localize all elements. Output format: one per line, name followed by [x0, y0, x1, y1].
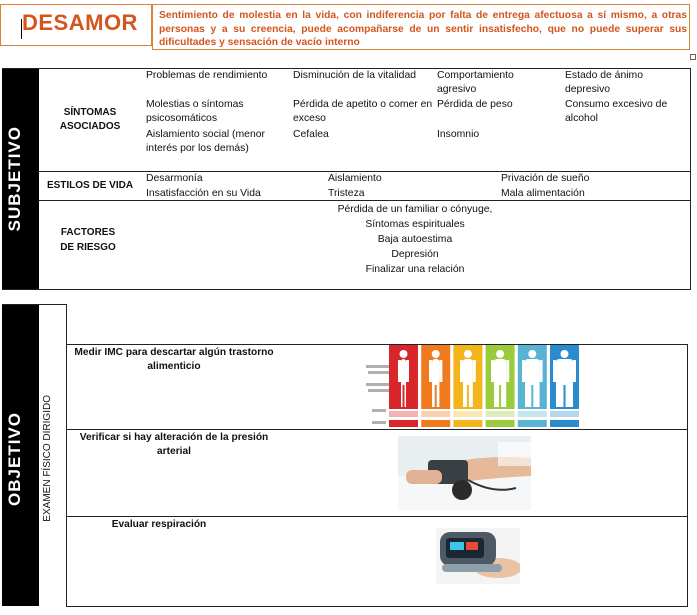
exam-border-right — [687, 344, 688, 606]
bmi-column — [421, 345, 450, 427]
table-border-right — [690, 68, 691, 290]
symptom-item: Insomnio — [437, 129, 480, 140]
bmi-figures — [389, 345, 584, 429]
symptom-item: Molestias o síntomas psicosomáticos — [146, 99, 244, 124]
bmi-column — [518, 345, 547, 427]
bmi-column — [486, 345, 515, 427]
lifestyle-item: Aislamiento — [328, 173, 382, 184]
risk-factor-item: Pérdida de un familiar o cónyuge, — [337, 204, 493, 215]
exam-presion-label: Verificar si hay alteración de la presión arterial — [79, 432, 269, 457]
sintomas-label: SÍNTOMAS ASOCIADOS — [59, 107, 121, 132]
lifestyle-item: Desarmonía — [146, 173, 203, 184]
risk-factor-item: Finalizar una relación — [365, 264, 465, 275]
blood-pressure-photo — [398, 436, 531, 510]
subjetivo-label: SUBJETIVO — [5, 126, 24, 232]
bmi-column — [389, 345, 418, 427]
examen-fisico-label: EXAMEN FÍSICO DIRIGIDO — [42, 395, 53, 522]
definition-text: Sentimiento de molestia en la vida, con indiferencia por falta de entrega afectuosa a sí mismo, a otras personas y a su creencia, puede acompañarse de un sentir insatisfecho, que no puede superar sus dificultades y sensación de vacío interno — [159, 10, 687, 48]
symptom-item: Cefalea — [293, 129, 329, 140]
symptom-item: Problemas de rendimiento — [146, 70, 268, 81]
exam-respiracion-label: Evaluar respiración — [111, 519, 207, 530]
lifestyle-item: Privación de sueño — [501, 173, 590, 184]
objetivo-label: OBJETIVO — [5, 412, 24, 506]
bmi-column — [453, 345, 482, 427]
estilos-label: ESTILOS DE VIDA — [46, 180, 134, 191]
row-divider-2 — [39, 200, 691, 201]
factores-label: FACTORES DE RIESGO — [60, 227, 116, 253]
table-resize-handle[interactable] — [690, 54, 696, 60]
exam-imc-label: Medir IMC para descartar algún trastorno alimenticio — [74, 347, 274, 372]
objetivo-top-border — [2, 304, 66, 305]
symptom-item: Pérdida de peso — [437, 99, 513, 110]
risk-factor-item: Depresión — [391, 249, 439, 260]
lifestyle-item: Mala alimentación — [501, 188, 585, 199]
symptom-item: Pérdida de apetito o comer en exceso — [293, 99, 433, 124]
symptom-item: Aislamiento social (menor interés por los demás) — [146, 129, 265, 154]
symptom-item: Consumo excesivo de alcohol — [565, 99, 668, 124]
risk-factor-item: Síntomas espirituales — [365, 219, 465, 230]
lifestyle-item: Insatisfacción en su Vida — [146, 188, 261, 199]
symptom-item: Estado de ánimo depresivo — [565, 70, 643, 95]
lifestyle-item: Tristeza — [328, 188, 365, 199]
pulse-oximeter-photo — [436, 528, 520, 584]
symptom-item: Comportamiento agresivo — [437, 70, 514, 95]
page-title: DESAMOR — [22, 10, 138, 35]
exam-row-border-4 — [66, 606, 688, 607]
risk-factor-item: Baja autoestima — [377, 234, 453, 245]
bmi-column — [550, 345, 579, 427]
exam-border-left — [66, 304, 67, 606]
table-border-bottom — [2, 289, 691, 290]
exam-row-border-3 — [66, 516, 688, 517]
symptom-item: Disminución de la vitalidad — [293, 70, 417, 81]
exam-row-border-2 — [66, 429, 688, 430]
